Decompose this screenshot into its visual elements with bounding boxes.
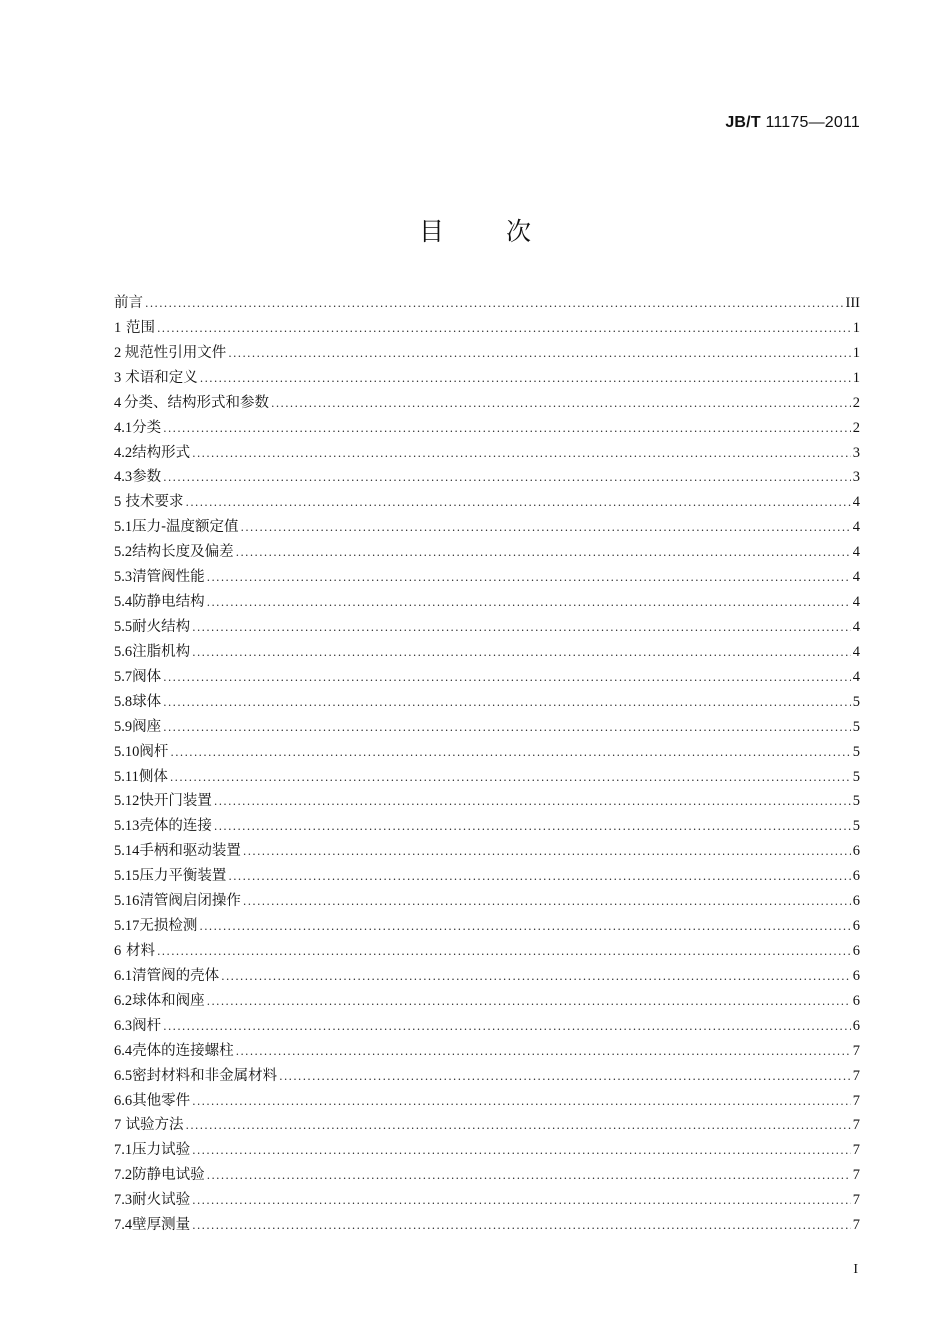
toc-entry-title: 参数	[132, 469, 162, 486]
toc-entry-number: 5.13	[114, 818, 140, 835]
toc-dot-leader	[192, 1139, 851, 1164]
toc-dot-leader	[236, 1040, 851, 1065]
toc-entry[interactable]	[114, 391, 860, 416]
toc-entry-number: 5.1	[114, 519, 133, 536]
toc-entry[interactable]	[114, 540, 860, 565]
toc-entry-title: 防静电结构	[132, 594, 205, 611]
toc-entry-title: 阀体	[132, 668, 162, 685]
toc-dot-leader	[236, 541, 851, 566]
toc-entry-number: 5.10	[114, 743, 140, 760]
toc-entry-number: 6.6	[114, 1092, 133, 1109]
toc-entry[interactable]	[114, 839, 860, 864]
toc-entry-page: 6	[852, 992, 860, 1009]
toc-entry[interactable]	[114, 814, 860, 839]
toc-entry-title: 压力平衡装置	[139, 868, 227, 885]
toc-heading	[0, 212, 950, 248]
toc-entry-title: 无损检测	[139, 918, 198, 935]
toc-entry-title: 试验方法	[125, 1117, 184, 1134]
toc-entry[interactable]	[114, 1213, 860, 1238]
toc-entry-number: 7.3	[114, 1192, 133, 1209]
toc-entry-number: 7.2	[114, 1167, 133, 1184]
toc-entry[interactable]	[114, 1188, 860, 1213]
toc-entry-title: 术语和定义	[125, 369, 198, 386]
toc-dot-leader	[163, 716, 851, 741]
toc-entry[interactable]	[114, 316, 860, 341]
toc-dot-leader	[163, 666, 851, 691]
toc-dot-leader	[228, 342, 850, 367]
toc-entry[interactable]	[114, 416, 860, 441]
toc-entry-page: 4	[852, 668, 860, 685]
toc-entry-page: 6	[852, 893, 860, 910]
toc-entry[interactable]	[114, 665, 860, 690]
toc-entry-number: 6.3	[114, 1017, 133, 1034]
toc-entry-number: 2	[114, 344, 122, 361]
toc-entry[interactable]	[114, 914, 860, 939]
toc-dot-leader	[192, 641, 851, 666]
toc-entry-page: 5	[852, 768, 860, 785]
toc-entry[interactable]	[114, 291, 860, 316]
toc-dot-leader	[243, 890, 851, 915]
toc-entry-title: 清管阀的壳体	[132, 967, 220, 984]
toc-entry-page: 5	[852, 818, 860, 835]
toc-entry-page: 4	[852, 544, 860, 561]
toc-entry-number: 6.2	[114, 992, 133, 1009]
toc-entry-title: 壁厚测量	[132, 1217, 191, 1234]
toc-entry-page: 6	[852, 918, 860, 935]
toc-entry-title: 耐火试验	[132, 1192, 191, 1209]
toc-dot-leader	[221, 965, 851, 990]
toc-entry[interactable]	[114, 565, 860, 590]
toc-dot-leader	[186, 491, 851, 516]
toc-entry-page: 4	[852, 569, 860, 586]
toc-entry-page: III	[845, 295, 860, 311]
toc-entry-title: 密封材料和非金属材料	[132, 1067, 278, 1084]
toc-dot-leader	[192, 1189, 851, 1214]
toc-entry-page: 4	[852, 643, 860, 660]
toc-entry-number: 6	[114, 942, 122, 959]
toc-entry-number: 1	[114, 319, 122, 336]
toc-entry-page: 6	[852, 843, 860, 860]
toc-entry-page: 4	[852, 618, 860, 635]
toc-entry-page: 3	[852, 444, 860, 461]
toc-entry[interactable]	[114, 690, 860, 715]
toc-entry-page: 6	[852, 967, 860, 984]
toc-entry-title: 分类、结构形式和参数	[124, 394, 270, 411]
toc-entry-number: 5.6	[114, 643, 133, 660]
toc-entry[interactable]	[114, 341, 860, 366]
toc-entry-title: 防静电试验	[132, 1167, 205, 1184]
toc-entry[interactable]	[114, 1089, 860, 1114]
toc-entry-number: 4	[114, 394, 122, 411]
toc-dot-leader	[170, 741, 850, 766]
toc-entry[interactable]	[114, 889, 860, 914]
toc-entry[interactable]	[114, 1064, 860, 1089]
toc-dot-leader	[214, 790, 851, 815]
toc-entry-number: 5.11	[114, 768, 139, 785]
toc-dot-leader	[192, 1214, 851, 1239]
toc-entry-page: 6	[852, 1017, 860, 1034]
toc-entry-number: 5.2	[114, 544, 133, 561]
toc-entry-title: 压力-温度额定值	[132, 519, 239, 536]
toc-entry-number: 5.14	[114, 843, 140, 860]
toc-entry-title: 阀杆	[132, 1017, 162, 1034]
toc-entry[interactable]	[114, 939, 860, 964]
toc-entry[interactable]	[114, 640, 860, 665]
toc-dot-leader	[207, 591, 851, 616]
toc-entry-number: 5.3	[114, 569, 133, 586]
toc-entry-number: 5.16	[114, 893, 140, 910]
toc-entry-title: 结构形式	[132, 444, 191, 461]
table-of-contents	[114, 291, 860, 1238]
toc-dot-leader	[271, 392, 851, 417]
toc-entry-page: 7	[852, 1217, 860, 1234]
toc-entry-title: 手柄和驱动装置	[139, 843, 241, 860]
toc-heading-char-1: 目	[418, 217, 444, 246]
toc-dot-leader	[192, 1090, 851, 1115]
toc-dot-leader	[170, 766, 851, 791]
toc-entry-page: 5	[852, 743, 860, 760]
toc-entry-number: 7.4	[114, 1217, 133, 1234]
toc-entry-page: 7	[852, 1192, 860, 1209]
toc-entry-title: 阀杆	[139, 743, 169, 760]
toc-entry[interactable]	[114, 740, 860, 765]
toc-entry-number: 6.1	[114, 967, 133, 984]
toc-entry-number: 4.2	[114, 444, 133, 461]
toc-entry-page: 7	[852, 1117, 860, 1134]
toc-entry-number: 7	[114, 1117, 122, 1134]
toc-dot-leader	[228, 865, 850, 890]
toc-dot-leader	[207, 566, 851, 591]
toc-entry[interactable]	[114, 1113, 860, 1138]
toc-dot-leader	[207, 1164, 851, 1189]
toc-entry-title: 压力试验	[132, 1142, 191, 1159]
toc-dot-leader	[157, 940, 851, 965]
toc-heading-char-2: 次	[506, 217, 532, 246]
toc-entry-number: 5.7	[114, 668, 133, 685]
toc-entry-number: 5.17	[114, 918, 140, 935]
toc-entry-title: 规范性引用文件	[124, 344, 227, 361]
toc-entry-page: 6	[852, 942, 860, 959]
toc-entry-page: 7	[852, 1067, 860, 1084]
toc-dot-leader	[241, 516, 851, 541]
toc-entry-title: 球体	[132, 693, 162, 710]
toc-entry[interactable]	[114, 615, 860, 640]
document-code-number: 11175—2011	[765, 114, 860, 131]
toc-entry-title: 结构长度及偏差	[132, 544, 234, 561]
toc-entry-title: 阀座	[132, 718, 162, 735]
toc-entry-title: 材料	[125, 942, 155, 959]
toc-dot-leader	[192, 442, 851, 467]
document-code-prefix: JB/T	[725, 114, 761, 131]
toc-entry-page: 6	[852, 868, 860, 885]
toc-entry[interactable]	[114, 765, 860, 790]
toc-entry[interactable]	[114, 490, 860, 515]
toc-entry-number: 5.12	[114, 793, 140, 810]
toc-entry[interactable]	[114, 1138, 860, 1163]
toc-entry-page: 5	[852, 718, 860, 735]
toc-entry[interactable]	[114, 366, 860, 391]
toc-dot-leader	[200, 367, 851, 392]
toc-entry-number: 4.3	[114, 469, 133, 486]
toc-dot-leader	[207, 990, 851, 1015]
toc-entry-page: 2	[852, 394, 860, 411]
document-code	[725, 114, 860, 132]
toc-entry-title: 其他零件	[132, 1092, 191, 1109]
toc-dot-leader	[157, 317, 851, 342]
toc-entry-page: 2	[852, 419, 860, 436]
toc-entry-title: 范围	[125, 319, 155, 336]
toc-entry-title: 清管阀启闭操作	[139, 893, 241, 910]
toc-entry[interactable]	[114, 789, 860, 814]
toc-entry[interactable]	[114, 441, 860, 466]
page-number: I	[853, 1262, 858, 1277]
toc-entry-number: 7.1	[114, 1142, 133, 1159]
toc-dot-leader	[243, 840, 851, 865]
toc-entry[interactable]	[114, 715, 860, 740]
toc-dot-leader	[163, 1015, 851, 1040]
toc-entry-title: 注脂机构	[132, 643, 191, 660]
toc-entry-number: 4.1	[114, 419, 133, 436]
toc-entry[interactable]	[114, 1163, 860, 1188]
toc-dot-leader	[199, 915, 850, 940]
toc-entry-page: 5	[852, 693, 860, 710]
toc-entry-page: 7	[852, 1142, 860, 1159]
toc-entry-page: 7	[852, 1092, 860, 1109]
toc-entry-page: 4	[852, 519, 860, 536]
toc-entry-page: 5	[852, 793, 860, 810]
toc-entry-page: 1	[852, 369, 860, 386]
toc-entry-number: 5.5	[114, 618, 133, 635]
toc-entry[interactable]	[114, 465, 860, 490]
toc-entry-title: 清管阀性能	[132, 569, 205, 586]
toc-entry-number: 5.15	[114, 868, 140, 885]
toc-entry-page: 1	[852, 319, 860, 336]
toc-entry-number: 5.8	[114, 693, 133, 710]
toc-entry-page: 4	[852, 594, 860, 611]
toc-entry-title: 分类	[132, 419, 162, 436]
toc-entry-page: 3	[852, 469, 860, 486]
toc-dot-leader	[279, 1065, 851, 1090]
toc-entry[interactable]	[114, 864, 860, 889]
toc-dot-leader	[163, 466, 851, 491]
toc-entry[interactable]	[114, 964, 860, 989]
toc-entry[interactable]	[114, 989, 860, 1014]
toc-entry-number: 5.4	[114, 594, 133, 611]
toc-entry[interactable]	[114, 1039, 860, 1064]
toc-entry-page: 7	[852, 1042, 860, 1059]
toc-entry-number: 3	[114, 369, 122, 386]
toc-entry-page: 1	[852, 344, 860, 361]
toc-dot-leader	[163, 417, 851, 442]
toc-entry-page: 4	[852, 494, 860, 511]
toc-entry[interactable]	[114, 1014, 860, 1039]
toc-entry-page: 7	[852, 1167, 860, 1184]
toc-dot-leader	[192, 616, 851, 641]
toc-entry-title: 壳体的连接	[139, 818, 212, 835]
toc-entry-title: 前言	[114, 295, 143, 311]
toc-entry[interactable]	[114, 515, 860, 540]
toc-entry-number: 5.9	[114, 718, 133, 735]
toc-entry-title: 壳体的连接螺柱	[132, 1042, 234, 1059]
toc-entry-title: 球体和阀座	[132, 992, 205, 1009]
toc-entry-number: 6.5	[114, 1067, 133, 1084]
toc-dot-leader	[186, 1114, 851, 1139]
toc-entry-number: 6.4	[114, 1042, 133, 1059]
toc-dot-leader	[145, 292, 844, 317]
toc-dot-leader	[214, 815, 851, 840]
toc-entry-title: 耐火结构	[132, 618, 191, 635]
toc-entry-title: 侧体	[138, 768, 168, 785]
toc-entry-title: 技术要求	[125, 494, 184, 511]
toc-dot-leader	[163, 691, 851, 716]
toc-entry-number: 5	[114, 494, 122, 511]
toc-entry-title: 快开门装置	[139, 793, 212, 810]
toc-entry[interactable]	[114, 590, 860, 615]
